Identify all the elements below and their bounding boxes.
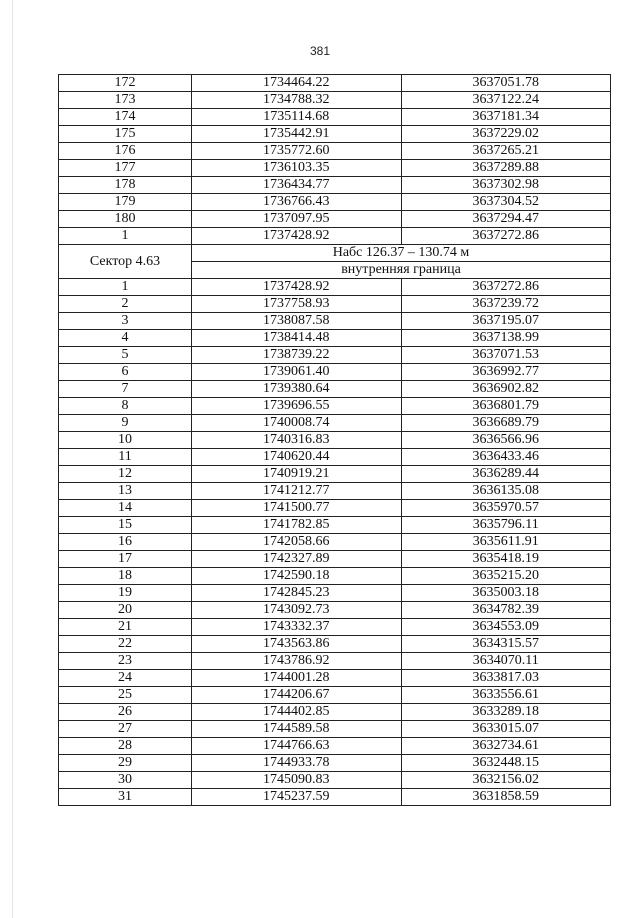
y-coordinate: 3637302.98 — [401, 177, 611, 194]
point-number: 31 — [59, 789, 192, 806]
x-coordinate: 1740008.74 — [192, 415, 401, 432]
x-coordinate: 1736434.77 — [192, 177, 401, 194]
y-coordinate: 3632734.61 — [401, 738, 611, 755]
table-row — [59, 279, 611, 296]
rows-before — [59, 75, 611, 245]
y-coordinate: 3636689.79 — [401, 415, 611, 432]
y-coordinate: 3636289.44 — [401, 466, 611, 483]
point-number: 3 — [59, 313, 192, 330]
x-coordinate: 1737428.92 — [192, 279, 401, 296]
y-coordinate: 3634070.11 — [401, 653, 611, 670]
x-coordinate: 1744766.63 — [192, 738, 401, 755]
x-coordinate: 1744001.28 — [192, 670, 401, 687]
y-coordinate: 3635215.20 — [401, 568, 611, 585]
point-number: 19 — [59, 585, 192, 602]
sector-range: Набс 126.37 – 130.74 м — [192, 245, 611, 262]
page-number: 381 — [309, 44, 331, 58]
x-coordinate: 1744206.67 — [192, 687, 401, 704]
y-coordinate: 3637181.34 — [401, 109, 611, 126]
x-coordinate: 1741212.77 — [192, 483, 401, 500]
y-coordinate: 3633015.07 — [401, 721, 611, 738]
x-coordinate: 1737097.95 — [192, 211, 401, 228]
table-row — [59, 432, 611, 449]
x-coordinate: 1742058.66 — [192, 534, 401, 551]
y-coordinate: 3637122.24 — [401, 92, 611, 109]
sector-label: Сектор 4.63 — [59, 245, 192, 279]
table-row — [59, 721, 611, 738]
point-number: 16 — [59, 534, 192, 551]
y-coordinate: 3637272.86 — [401, 228, 611, 245]
table-row — [59, 619, 611, 636]
point-number: 172 — [59, 75, 192, 92]
y-coordinate: 3635611.91 — [401, 534, 611, 551]
rows-after — [59, 279, 611, 806]
x-coordinate: 1742845.23 — [192, 585, 401, 602]
table-row — [59, 585, 611, 602]
y-coordinate: 3637138.99 — [401, 330, 611, 347]
table-row — [59, 160, 611, 177]
y-coordinate: 3637051.78 — [401, 75, 611, 92]
table-row — [59, 126, 611, 143]
x-coordinate: 1734464.22 — [192, 75, 401, 92]
x-coordinate: 1736766.43 — [192, 194, 401, 211]
point-number: 173 — [59, 92, 192, 109]
x-coordinate: 1740620.44 — [192, 449, 401, 466]
table-row — [59, 143, 611, 160]
table-row — [59, 789, 611, 806]
table-row — [59, 738, 611, 755]
point-number: 8 — [59, 398, 192, 415]
y-coordinate: 3637265.21 — [401, 143, 611, 160]
y-coordinate: 3636566.96 — [401, 432, 611, 449]
point-number: 13 — [59, 483, 192, 500]
table-row — [59, 398, 611, 415]
table-row — [59, 194, 611, 211]
point-number: 17 — [59, 551, 192, 568]
sector-header-row — [59, 245, 611, 262]
table-row — [59, 415, 611, 432]
x-coordinate: 1744933.78 — [192, 755, 401, 772]
x-coordinate: 1737428.92 — [192, 228, 401, 245]
x-coordinate: 1745237.59 — [192, 789, 401, 806]
point-number: 25 — [59, 687, 192, 704]
x-coordinate: 1739380.64 — [192, 381, 401, 398]
table-row — [59, 704, 611, 721]
y-coordinate: 3637289.88 — [401, 160, 611, 177]
x-coordinate: 1745090.83 — [192, 772, 401, 789]
point-number: 9 — [59, 415, 192, 432]
point-number: 21 — [59, 619, 192, 636]
table-row — [59, 92, 611, 109]
y-coordinate: 3635796.11 — [401, 517, 611, 534]
point-number: 4 — [59, 330, 192, 347]
table-row — [59, 296, 611, 313]
point-number: 12 — [59, 466, 192, 483]
table-row — [59, 653, 611, 670]
table-row — [59, 211, 611, 228]
point-number: 28 — [59, 738, 192, 755]
y-coordinate: 3637229.02 — [401, 126, 611, 143]
x-coordinate: 1741500.77 — [192, 500, 401, 517]
coordinates-table — [58, 74, 611, 806]
table-row — [59, 517, 611, 534]
point-number: 11 — [59, 449, 192, 466]
sector-boundary: внутренняя граница — [192, 262, 611, 279]
point-number: 180 — [59, 211, 192, 228]
point-number: 23 — [59, 653, 192, 670]
y-coordinate: 3633289.18 — [401, 704, 611, 721]
table-row — [59, 109, 611, 126]
x-coordinate: 1743563.86 — [192, 636, 401, 653]
table-row — [59, 755, 611, 772]
point-number: 20 — [59, 602, 192, 619]
x-coordinate: 1744402.85 — [192, 704, 401, 721]
y-coordinate: 3634553.09 — [401, 619, 611, 636]
x-coordinate: 1735114.68 — [192, 109, 401, 126]
y-coordinate: 3637195.07 — [401, 313, 611, 330]
x-coordinate: 1742327.89 — [192, 551, 401, 568]
y-coordinate: 3632448.15 — [401, 755, 611, 772]
table-row — [59, 347, 611, 364]
table-row — [59, 330, 611, 347]
x-coordinate: 1740919.21 — [192, 466, 401, 483]
point-number: 6 — [59, 364, 192, 381]
table-row — [59, 772, 611, 789]
y-coordinate: 3634315.57 — [401, 636, 611, 653]
x-coordinate: 1742590.18 — [192, 568, 401, 585]
point-number: 1 — [59, 279, 192, 296]
y-coordinate: 3636992.77 — [401, 364, 611, 381]
x-coordinate: 1737758.93 — [192, 296, 401, 313]
point-number: 24 — [59, 670, 192, 687]
x-coordinate: 1738414.48 — [192, 330, 401, 347]
sector-header — [59, 245, 611, 279]
point-number: 29 — [59, 755, 192, 772]
point-number: 174 — [59, 109, 192, 126]
point-number: 1 — [59, 228, 192, 245]
table-row — [59, 364, 611, 381]
table-row — [59, 483, 611, 500]
point-number: 177 — [59, 160, 192, 177]
x-coordinate: 1736103.35 — [192, 160, 401, 177]
table-row — [59, 75, 611, 92]
table-row — [59, 449, 611, 466]
point-number: 5 — [59, 347, 192, 364]
y-coordinate: 3637239.72 — [401, 296, 611, 313]
table-row — [59, 551, 611, 568]
point-number: 18 — [59, 568, 192, 585]
y-coordinate: 3636902.82 — [401, 381, 611, 398]
x-coordinate: 1735442.91 — [192, 126, 401, 143]
x-coordinate: 1738087.58 — [192, 313, 401, 330]
y-coordinate: 3632156.02 — [401, 772, 611, 789]
y-coordinate: 3637272.86 — [401, 279, 611, 296]
y-coordinate: 3635970.57 — [401, 500, 611, 517]
table-row — [59, 568, 611, 585]
x-coordinate: 1743786.92 — [192, 653, 401, 670]
y-coordinate: 3631858.59 — [401, 789, 611, 806]
y-coordinate: 3635418.19 — [401, 551, 611, 568]
point-number: 27 — [59, 721, 192, 738]
point-number: 15 — [59, 517, 192, 534]
table-row — [59, 500, 611, 517]
y-coordinate: 3633556.61 — [401, 687, 611, 704]
y-coordinate: 3636135.08 — [401, 483, 611, 500]
y-coordinate: 3635003.18 — [401, 585, 611, 602]
x-coordinate: 1739061.40 — [192, 364, 401, 381]
x-coordinate: 1740316.83 — [192, 432, 401, 449]
y-coordinate: 3637304.52 — [401, 194, 611, 211]
x-coordinate: 1743092.73 — [192, 602, 401, 619]
scan-edge — [12, 0, 13, 918]
y-coordinate: 3633817.03 — [401, 670, 611, 687]
point-number: 2 — [59, 296, 192, 313]
x-coordinate: 1738739.22 — [192, 347, 401, 364]
x-coordinate: 1743332.37 — [192, 619, 401, 636]
table-row — [59, 177, 611, 194]
y-coordinate: 3636433.46 — [401, 449, 611, 466]
table-row — [59, 466, 611, 483]
point-number: 10 — [59, 432, 192, 449]
table-row — [59, 228, 611, 245]
x-coordinate: 1739696.55 — [192, 398, 401, 415]
point-number: 7 — [59, 381, 192, 398]
table-row — [59, 381, 611, 398]
table-row — [59, 687, 611, 704]
y-coordinate: 3634782.39 — [401, 602, 611, 619]
y-coordinate: 3637294.47 — [401, 211, 611, 228]
table-row — [59, 313, 611, 330]
y-coordinate: 3637071.53 — [401, 347, 611, 364]
table-row — [59, 636, 611, 653]
x-coordinate: 1744589.58 — [192, 721, 401, 738]
x-coordinate: 1734788.32 — [192, 92, 401, 109]
point-number: 22 — [59, 636, 192, 653]
point-number: 30 — [59, 772, 192, 789]
x-coordinate: 1735772.60 — [192, 143, 401, 160]
table-row — [59, 602, 611, 619]
table-row — [59, 670, 611, 687]
point-number: 175 — [59, 126, 192, 143]
table-row — [59, 534, 611, 551]
point-number: 14 — [59, 500, 192, 517]
y-coordinate: 3636801.79 — [401, 398, 611, 415]
point-number: 26 — [59, 704, 192, 721]
point-number: 178 — [59, 177, 192, 194]
point-number: 176 — [59, 143, 192, 160]
x-coordinate: 1741782.85 — [192, 517, 401, 534]
point-number: 179 — [59, 194, 192, 211]
